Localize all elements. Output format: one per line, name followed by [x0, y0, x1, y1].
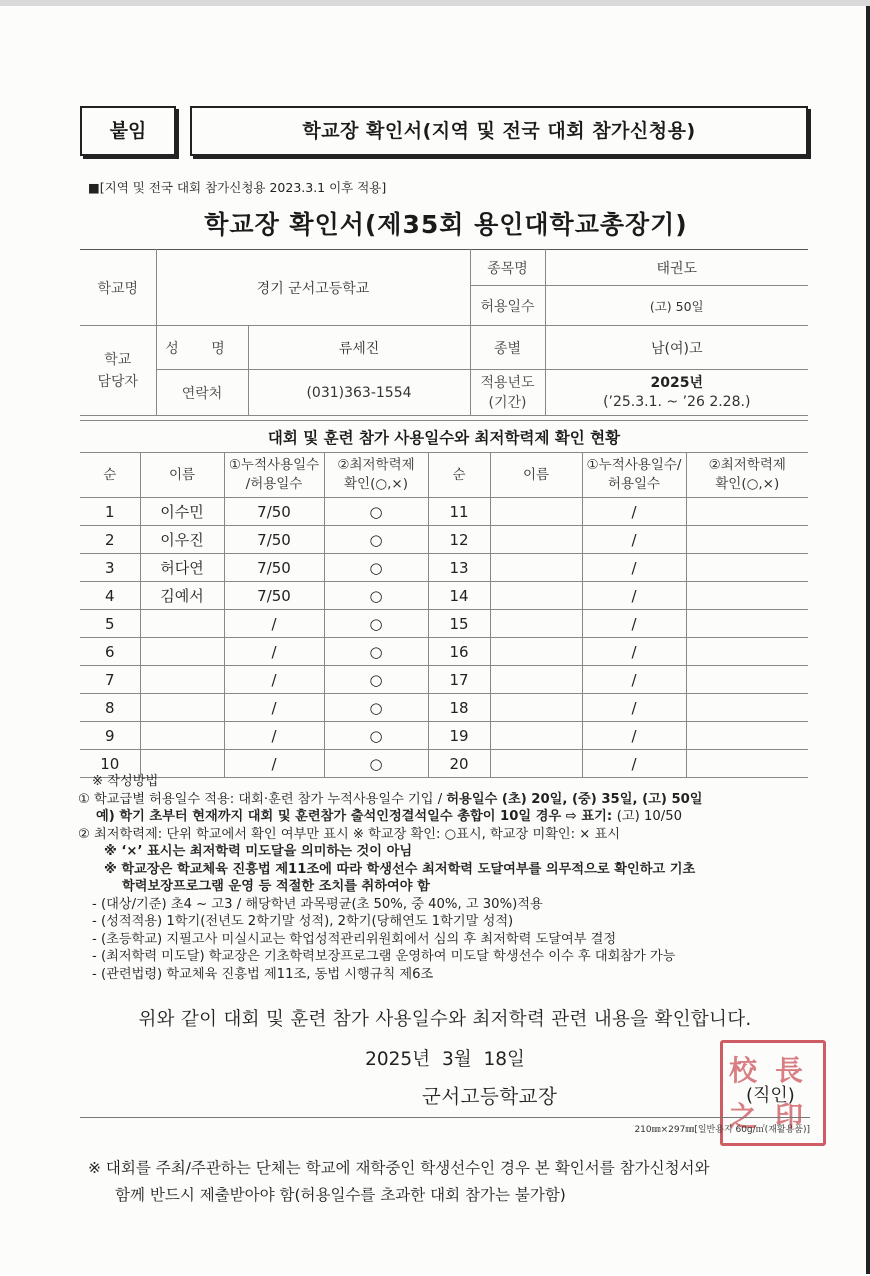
- row-no: 5: [80, 610, 140, 638]
- applicability-note: ■[지역 및 전국 대회 참가신청용 2023.3.1 이후 적용]: [88, 180, 387, 195]
- row-name-2: [490, 694, 582, 722]
- row-grade: ○: [324, 498, 428, 526]
- row-name-2: [490, 666, 582, 694]
- row-no-2: 19: [428, 722, 490, 750]
- row-grade: ○: [324, 694, 428, 722]
- row-grade: ○: [324, 610, 428, 638]
- row-grade: ○: [324, 722, 428, 750]
- col-grade-2: ②최저학력제 확인(○,×): [686, 453, 808, 498]
- row-no: 1: [80, 498, 140, 526]
- paper-spec: 210㎜×297㎜[일반용지 60g/㎡(재활용품)]: [634, 1125, 810, 1135]
- row-days-2: /: [582, 582, 686, 610]
- row-days-2: /: [582, 526, 686, 554]
- sport-label: 종목명: [470, 250, 545, 286]
- contact-value: (031)363-1554: [248, 370, 470, 416]
- row-days: /: [224, 722, 324, 750]
- gender-label: 종별: [470, 326, 545, 370]
- row-no-2: 11: [428, 498, 490, 526]
- instruction-text: (고) 10/50: [616, 809, 683, 824]
- row-no: 6: [80, 638, 140, 666]
- row-grade-2: [686, 638, 808, 666]
- instruction-line: - (대상/기준) 초4 ~ 고3 / 해당학년 과목평균(초 50%, 중 40%, 고 30%)적용: [92, 896, 543, 912]
- year-label: 적용년도 (기간): [470, 370, 545, 416]
- row-grade-2: [686, 694, 808, 722]
- row-days: 7/50: [224, 526, 324, 554]
- divider: [80, 1117, 810, 1118]
- row-name: 이수민: [140, 498, 224, 526]
- row-days: 7/50: [224, 582, 324, 610]
- year-cell: [545, 370, 808, 416]
- row-days-2: /: [582, 638, 686, 666]
- row-days: /: [224, 694, 324, 722]
- row-days: 7/50: [224, 498, 324, 526]
- table-row: [80, 694, 808, 722]
- row-no-2: 20: [428, 750, 490, 778]
- table-row: [80, 582, 808, 610]
- instruction-line: [78, 791, 818, 809]
- row-no: 10: [80, 750, 140, 778]
- status-subhead: 대회 및 훈련 참가 사용일수와 최저학력제 확인 현황: [80, 420, 808, 455]
- school-info-table: [80, 249, 808, 416]
- row-name: [140, 638, 224, 666]
- row-name-2: [490, 526, 582, 554]
- row-no: 7: [80, 666, 140, 694]
- instruction-line: [78, 808, 818, 826]
- row-name-2: [490, 582, 582, 610]
- table-row: [80, 498, 808, 526]
- row-grade-2: [686, 526, 808, 554]
- name-label: 성 명: [156, 326, 248, 370]
- row-days: /: [224, 610, 324, 638]
- col-name: 이름: [140, 453, 224, 498]
- table-row: [80, 666, 808, 694]
- school-name: 경기 군서고등학교: [156, 250, 470, 326]
- instructions: [78, 773, 818, 983]
- row-days-2: /: [582, 498, 686, 526]
- header: [80, 106, 810, 156]
- col-no-2: 순: [428, 453, 490, 498]
- row-name: 허다연: [140, 554, 224, 582]
- seal-label: (직인): [746, 1085, 795, 1106]
- sport-value: 태권도: [545, 250, 808, 286]
- instruction-emphasis: 허용일수 (초) 20일, (중) 35일, (고) 50일: [446, 791, 703, 807]
- row-days: /: [224, 750, 324, 778]
- allowed-days-value: (고) 50일: [545, 286, 808, 326]
- row-grade-2: [686, 582, 808, 610]
- row-grade: ○: [324, 526, 428, 554]
- row-no-2: 15: [428, 610, 490, 638]
- note-line: 함께 반드시 제출받아야 함(허용일수를 초과한 대회 참가는 불가함): [115, 1186, 566, 1204]
- instruction-line: - (초등학교) 지필고사 미실시교는 학업성적관리위원회에서 심의 후 최저학력 도달여부 결정: [92, 931, 617, 947]
- col-days: ①누적사용일수 /허용일수: [224, 453, 324, 498]
- row-grade: ○: [324, 666, 428, 694]
- instruction-line: - (성적적용) 1학기(전년도 2학기말 성적), 2학기(당해연도 1학기말 성적): [92, 914, 514, 929]
- instructions-title: ※ 작성방법: [92, 774, 159, 789]
- row-no-2: 17: [428, 666, 490, 694]
- row-grade-2: [686, 666, 808, 694]
- header-title: 학교장 확인서(지역 및 전국 대회 참가신청용): [190, 106, 808, 156]
- row-name-2: [490, 722, 582, 750]
- scan-edge: [0, 0, 870, 6]
- row-name: [140, 694, 224, 722]
- official-seal-icon: 校 長 之 印: [720, 1040, 826, 1146]
- row-no: 8: [80, 694, 140, 722]
- row-grade-2: [686, 554, 808, 582]
- row-name-2: [490, 554, 582, 582]
- row-grade: ○: [324, 750, 428, 778]
- table-row: [80, 722, 808, 750]
- row-name: 김예서: [140, 582, 224, 610]
- confirmation-statement: 위와 같이 대회 및 훈련 참가 사용일수와 최저학력 관련 내용을 확인합니다.: [138, 1009, 752, 1030]
- row-days: /: [224, 666, 324, 694]
- row-no: 3: [80, 554, 140, 582]
- row-days: 7/50: [224, 554, 324, 582]
- allowed-days-label: 허용일수: [470, 286, 545, 326]
- row-days-2: /: [582, 554, 686, 582]
- instruction-line: - (최저학력 미도달) 학교장은 기초학력보장프로그램 운영하여 미도달 학생선수 이수 후 대회참가 가능: [92, 949, 676, 964]
- row-grade: ○: [324, 638, 428, 666]
- row-grade: ○: [324, 582, 428, 610]
- row-name: [140, 666, 224, 694]
- instruction-emphasis: 예) 학기 초부터 현재까지 대회 및 훈련참가 출석인정결석일수 총합이 10일 경우 ⇨ 표기:: [96, 809, 617, 824]
- manager-name: 류세진: [248, 326, 470, 370]
- col-days-2: ①누적사용일수/ 허용일수: [582, 453, 686, 498]
- row-name: [140, 610, 224, 638]
- row-name-2: [490, 638, 582, 666]
- row-no-2: 14: [428, 582, 490, 610]
- instruction-line: - (관련법령) 학교체육 진흥법 제11조, 동법 시행규칙 제6조: [92, 966, 434, 982]
- row-days-2: /: [582, 666, 686, 694]
- col-no: 순: [80, 453, 140, 498]
- school-label: 학교명: [80, 250, 156, 326]
- submission-note: [88, 1155, 709, 1209]
- instruction-line: ※ 학교장은 학교체육 진흥법 제11조에 따라 학생선수 최저학력 도달여부를 의무적으로 확인하고 기초: [104, 861, 696, 877]
- attachment-tag: 붙임: [80, 106, 176, 156]
- row-grade-2: [686, 722, 808, 750]
- issue-date: 2025년 3월 18일: [365, 1049, 525, 1070]
- row-no: 4: [80, 582, 140, 610]
- row-name: 이우진: [140, 526, 224, 554]
- col-name-2: 이름: [490, 453, 582, 498]
- row-days-2: /: [582, 694, 686, 722]
- row-days-2: /: [582, 722, 686, 750]
- contact-label: 연락처: [156, 370, 248, 416]
- row-days: /: [224, 638, 324, 666]
- instruction-line: 학력보장프로그램 운영 등 적절한 조치를 취하여야 함: [122, 879, 430, 894]
- table-row: [80, 526, 808, 554]
- row-grade: ○: [324, 554, 428, 582]
- table-row: [80, 610, 808, 638]
- period-value: (’25.3.1. ~ ’26 2.28.): [603, 393, 751, 410]
- note-line: ※ 대회를 주최/주관하는 단체는 학교에 재학중인 학생선수인 경우 본 확인서를 참가신청서와: [88, 1159, 710, 1177]
- row-days-2: /: [582, 610, 686, 638]
- instruction-text: ① 학교급별 허용일수 적용: 대회·훈련 참가 누적사용일수 기입 /: [78, 791, 447, 807]
- principal-signature: 군서고등학교장: [422, 1085, 558, 1108]
- row-grade-2: [686, 498, 808, 526]
- table-row: [80, 638, 808, 666]
- table-row: [80, 554, 808, 582]
- row-no: 2: [80, 526, 140, 554]
- row-no-2: 16: [428, 638, 490, 666]
- athlete-table: [80, 452, 808, 778]
- row-grade-2: [686, 610, 808, 638]
- row-no-2: 18: [428, 694, 490, 722]
- row-no: 9: [80, 722, 140, 750]
- row-name-2: [490, 610, 582, 638]
- row-no-2: 12: [428, 526, 490, 554]
- document-title: 학교장 확인서(제35회 용인대학교총장기): [204, 210, 688, 239]
- row-days-2: /: [582, 750, 686, 778]
- instruction-line: ② 최저학력제: 단위 학교에서 확인 여부만 표시 ※ 학교장 확인: ○표시, 학교장 미확인: × 표시: [78, 826, 621, 842]
- gender-value: 남(여)고: [545, 326, 808, 370]
- col-grade: ②최저학력제 확인(○,×): [324, 453, 428, 498]
- row-name-2: [490, 498, 582, 526]
- manager-label: 학교 담당자: [80, 326, 156, 416]
- row-name: [140, 722, 224, 750]
- year-value: 2025년: [650, 374, 703, 391]
- instruction-line: ※ ‘×’ 표시는 최저학력 미도달을 의미하는 것이 아님: [104, 844, 413, 859]
- row-no-2: 13: [428, 554, 490, 582]
